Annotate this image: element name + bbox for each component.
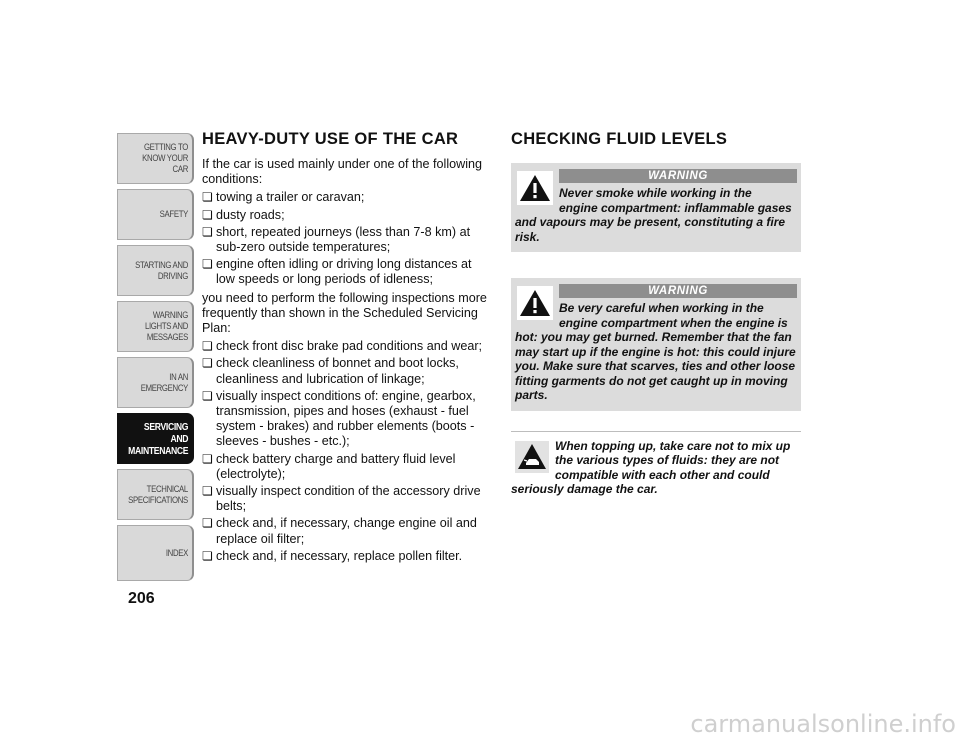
- note-line: seriously damage the car.: [511, 482, 658, 496]
- warning-line: Be very careful when working in the: [559, 301, 764, 315]
- list-item: ❏ towing a trailer or caravan;: [202, 190, 492, 205]
- warning-line: engine compartment: inflammable gases: [559, 200, 792, 215]
- warning-banner: WARNING: [559, 169, 797, 183]
- warning-text: [515, 186, 797, 244]
- page-number: 206: [128, 590, 155, 607]
- tab-servicing-maintenance[interactable]: [117, 413, 194, 464]
- warning-line: engine compartment when the engine is: [559, 315, 788, 330]
- tab-label: SERVICING AND MAINTENANCE: [127, 420, 188, 457]
- tab-label: TECHNICAL SPECIFICATIONS: [128, 483, 188, 506]
- tab-emergency[interactable]: [117, 357, 194, 408]
- note-line: When topping up, take care not to mix up: [555, 438, 791, 453]
- note-line: the various types of fluids: they are not: [555, 453, 780, 467]
- list-item: ❏ engine often idling or driving long distances at low speeds or long periods of idleness;: [202, 257, 492, 287]
- inspections-list: [202, 339, 492, 564]
- tab-safety[interactable]: [117, 189, 194, 240]
- tab-starting-driving[interactable]: [117, 245, 194, 296]
- list-item: ❏ visually inspect conditions of: engine, gearbox, transmission, pipes and hoses (exhaust - fuel system - brakes) and rubber elements (boots - sleeves - bushes - etc.);: [202, 389, 492, 450]
- tab-label: INDEX: [165, 547, 188, 559]
- note-line: compatible with each other and could: [555, 467, 770, 482]
- tab-warning-lights[interactable]: [117, 301, 194, 352]
- tab-label: WARNING LIGHTS AND MESSAGES: [144, 310, 188, 343]
- tab-label: IN AN EMERGENCY: [140, 371, 188, 394]
- warning-triangle-icon: [517, 171, 553, 205]
- list-item: ❏ visually inspect condition of the accessory drive belts;: [202, 484, 492, 514]
- intro-paragraph: If the car is used mainly under one of the following conditions:: [202, 157, 483, 187]
- warning-banner: WARNING: [559, 284, 797, 298]
- list-item: ❏ check battery charge and battery fluid level (electrolyte);: [202, 452, 492, 482]
- fluid-levels-section: [511, 130, 801, 497]
- conditions-list: [202, 190, 492, 287]
- list-item: ❏ short, repeated journeys (less than 7-8 km) at sub-zero outside temperatures;: [202, 225, 492, 255]
- warning-line: and vapours may be present, constituting a fire risk.: [515, 215, 786, 244]
- note-text: [511, 439, 801, 497]
- note-box: [511, 431, 801, 497]
- warning-text: [515, 301, 797, 403]
- tab-label: STARTING AND DRIVING: [135, 259, 188, 282]
- warning-line: Never smoke while working in the: [559, 186, 752, 200]
- oil-can-triangle-icon: [515, 441, 549, 473]
- section-title: CHECKING FLUID LEVELS: [511, 130, 728, 148]
- warning-box: [511, 163, 801, 252]
- warning-box: [511, 278, 801, 411]
- heavy-duty-section: [202, 130, 492, 566]
- tab-label: SAFETY: [159, 209, 188, 220]
- tab-technical-specs[interactable]: [117, 469, 194, 520]
- section-title: HEAVY-DUTY USE OF THE CAR: [202, 130, 459, 148]
- tab-label: GETTING TO KNOW YOUR CAR: [142, 142, 188, 175]
- list-item: ❏ dusty roads;: [202, 208, 492, 223]
- warning-triangle-icon: [517, 286, 553, 320]
- list-item: ❏ check cleanliness of bonnet and boot locks, cleanliness and lubrication of linkage;: [202, 356, 492, 386]
- list-item: ❏ check and, if necessary, replace pollen filter.: [202, 549, 492, 564]
- watermark: carmanualsonline.info: [690, 710, 956, 738]
- list-item: ❏ check and, if necessary, change engine oil and replace oil filter;: [202, 516, 492, 546]
- middle-paragraph: you need to perform the following inspections more frequently than shown in the Scheduled Servicing Plan:: [202, 290, 487, 336]
- list-item: ❏ check front disc brake pad conditions and wear;: [202, 339, 492, 354]
- warning-line: hot: you may get burned. Remember that the fan may start up if the engine is hot: this could injure you. Make sure that scarves, ties and other loose fitting garments do not get caught up in moving parts.: [515, 330, 796, 402]
- tab-getting-to-know[interactable]: [117, 133, 194, 184]
- tab-index[interactable]: [117, 525, 194, 581]
- section-tabs: [117, 133, 194, 581]
